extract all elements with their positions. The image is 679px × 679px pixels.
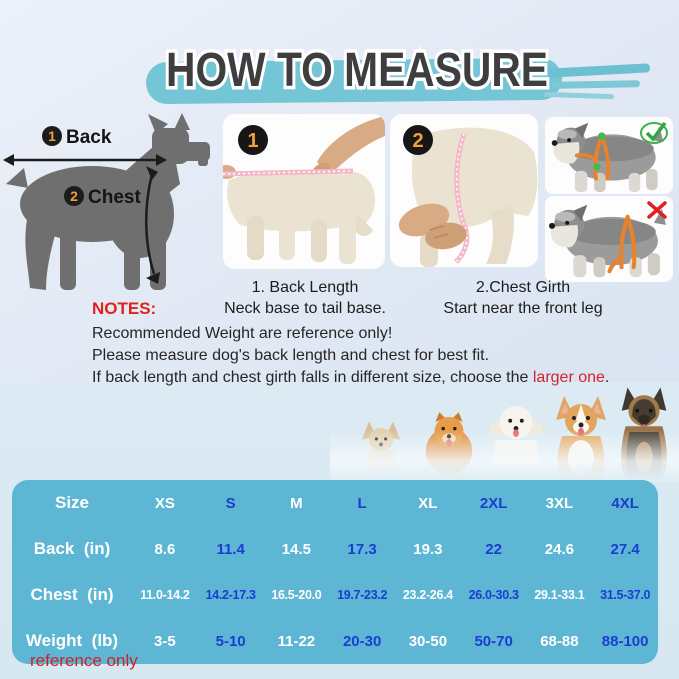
- step2-badge-num: 2: [412, 130, 424, 152]
- size-table-cell: 17.3: [347, 540, 377, 558]
- notes-line3-highlight: larger one: [532, 369, 605, 386]
- size-table-cell: S: [225, 494, 236, 512]
- back-length-photo: [223, 114, 385, 269]
- size-table-cell: 29.1-33.1: [534, 588, 585, 602]
- size-table-row-label: Weight (lb): [25, 631, 119, 650]
- size-table-row-label: Back (in): [33, 539, 111, 558]
- step2-caption-title: 2.Chest Girth: [475, 279, 571, 296]
- chest-girth-photo: [390, 114, 538, 267]
- size-table-cell: 26.0-30.3: [468, 588, 519, 602]
- size-table-cell: 3XL: [545, 494, 574, 512]
- size-table-cell: 3-5: [154, 632, 176, 650]
- size-chart-table: [12, 480, 658, 664]
- size-table-cell: 88-100: [601, 632, 649, 650]
- size-table-cell: 11.4: [216, 540, 245, 558]
- notes-heading: NOTES:: [92, 299, 157, 318]
- size-table-cell: 23.2-26.4: [402, 588, 453, 602]
- correct-fit-photo: [545, 117, 673, 194]
- back-length-illustration: [223, 114, 385, 269]
- table-footnote: reference only: [30, 651, 138, 670]
- size-table-cell: 4XL: [611, 494, 639, 512]
- step1-caption-sub: Neck base to tail base.: [224, 300, 386, 317]
- step2-caption-sub: Start near the front leg: [443, 300, 603, 317]
- size-table-cell: 20-30: [342, 632, 382, 650]
- size-table-cell: 8.6: [154, 540, 176, 558]
- size-table-cell: 68-88: [540, 632, 579, 650]
- size-table-cell: 27.4: [610, 540, 640, 558]
- size-table-cell: 22: [485, 540, 502, 558]
- notes-section: [92, 299, 652, 389]
- size-table-cell: L: [357, 494, 367, 512]
- back-num: 1: [48, 128, 56, 144]
- size-table-row-label: Size: [54, 493, 90, 512]
- notes-line3-suffix: .: [604, 369, 610, 386]
- chest-num: 2: [70, 188, 78, 204]
- size-table-cell: 16.5-20.0: [271, 588, 322, 602]
- size-table-cell: 19.7-23.2: [337, 588, 388, 602]
- notes-line: Please measure dog's back length and chest for best fit.: [92, 347, 490, 364]
- step1-badge-num: 1: [247, 130, 259, 152]
- size-table-cell: 5-10: [215, 632, 246, 650]
- size-table-cell: 19.3: [413, 540, 443, 558]
- size-table-cell: 14.5: [281, 540, 311, 558]
- mist-overlay: [330, 430, 679, 482]
- size-table-cell: XS: [154, 494, 175, 512]
- page-title: HOW TO MEASURE: [166, 44, 548, 97]
- dog-measurement-diagram: [0, 112, 218, 304]
- notes-line: [92, 367, 652, 389]
- wrong-fit-photo: [545, 196, 673, 282]
- notes-line3-prefix: If back length and chest girth falls in different size, choose the: [92, 369, 533, 386]
- chest-label: Chest: [88, 187, 141, 208]
- size-table-cell: 14.2-17.3: [205, 588, 256, 602]
- size-table-row-label: Chest (in): [30, 585, 114, 604]
- notes-line: Recommended Weight are reference only!: [92, 325, 393, 342]
- size-table-cell: 24.6: [544, 540, 574, 558]
- size-table-cell: 2XL: [479, 494, 508, 512]
- size-table-cell: 31.5-37.0: [600, 588, 651, 602]
- size-table-cell: XL: [418, 494, 438, 512]
- size-table-cell: 50-70: [474, 632, 513, 650]
- back-label: Back: [66, 127, 112, 148]
- size-table-cell: 11.0-14.2: [140, 588, 190, 602]
- measuring-tape: [223, 171, 353, 174]
- step1-caption-title: 1. Back Length: [251, 279, 359, 296]
- size-table-cell: M: [290, 494, 303, 512]
- chest-girth-illustration: [390, 114, 538, 267]
- check-icon: [639, 120, 669, 146]
- size-table-cell: 11-22: [277, 632, 316, 650]
- page-title-art: [97, 30, 617, 106]
- cross-icon: [645, 199, 669, 221]
- size-table-cell: 30-50: [408, 632, 448, 650]
